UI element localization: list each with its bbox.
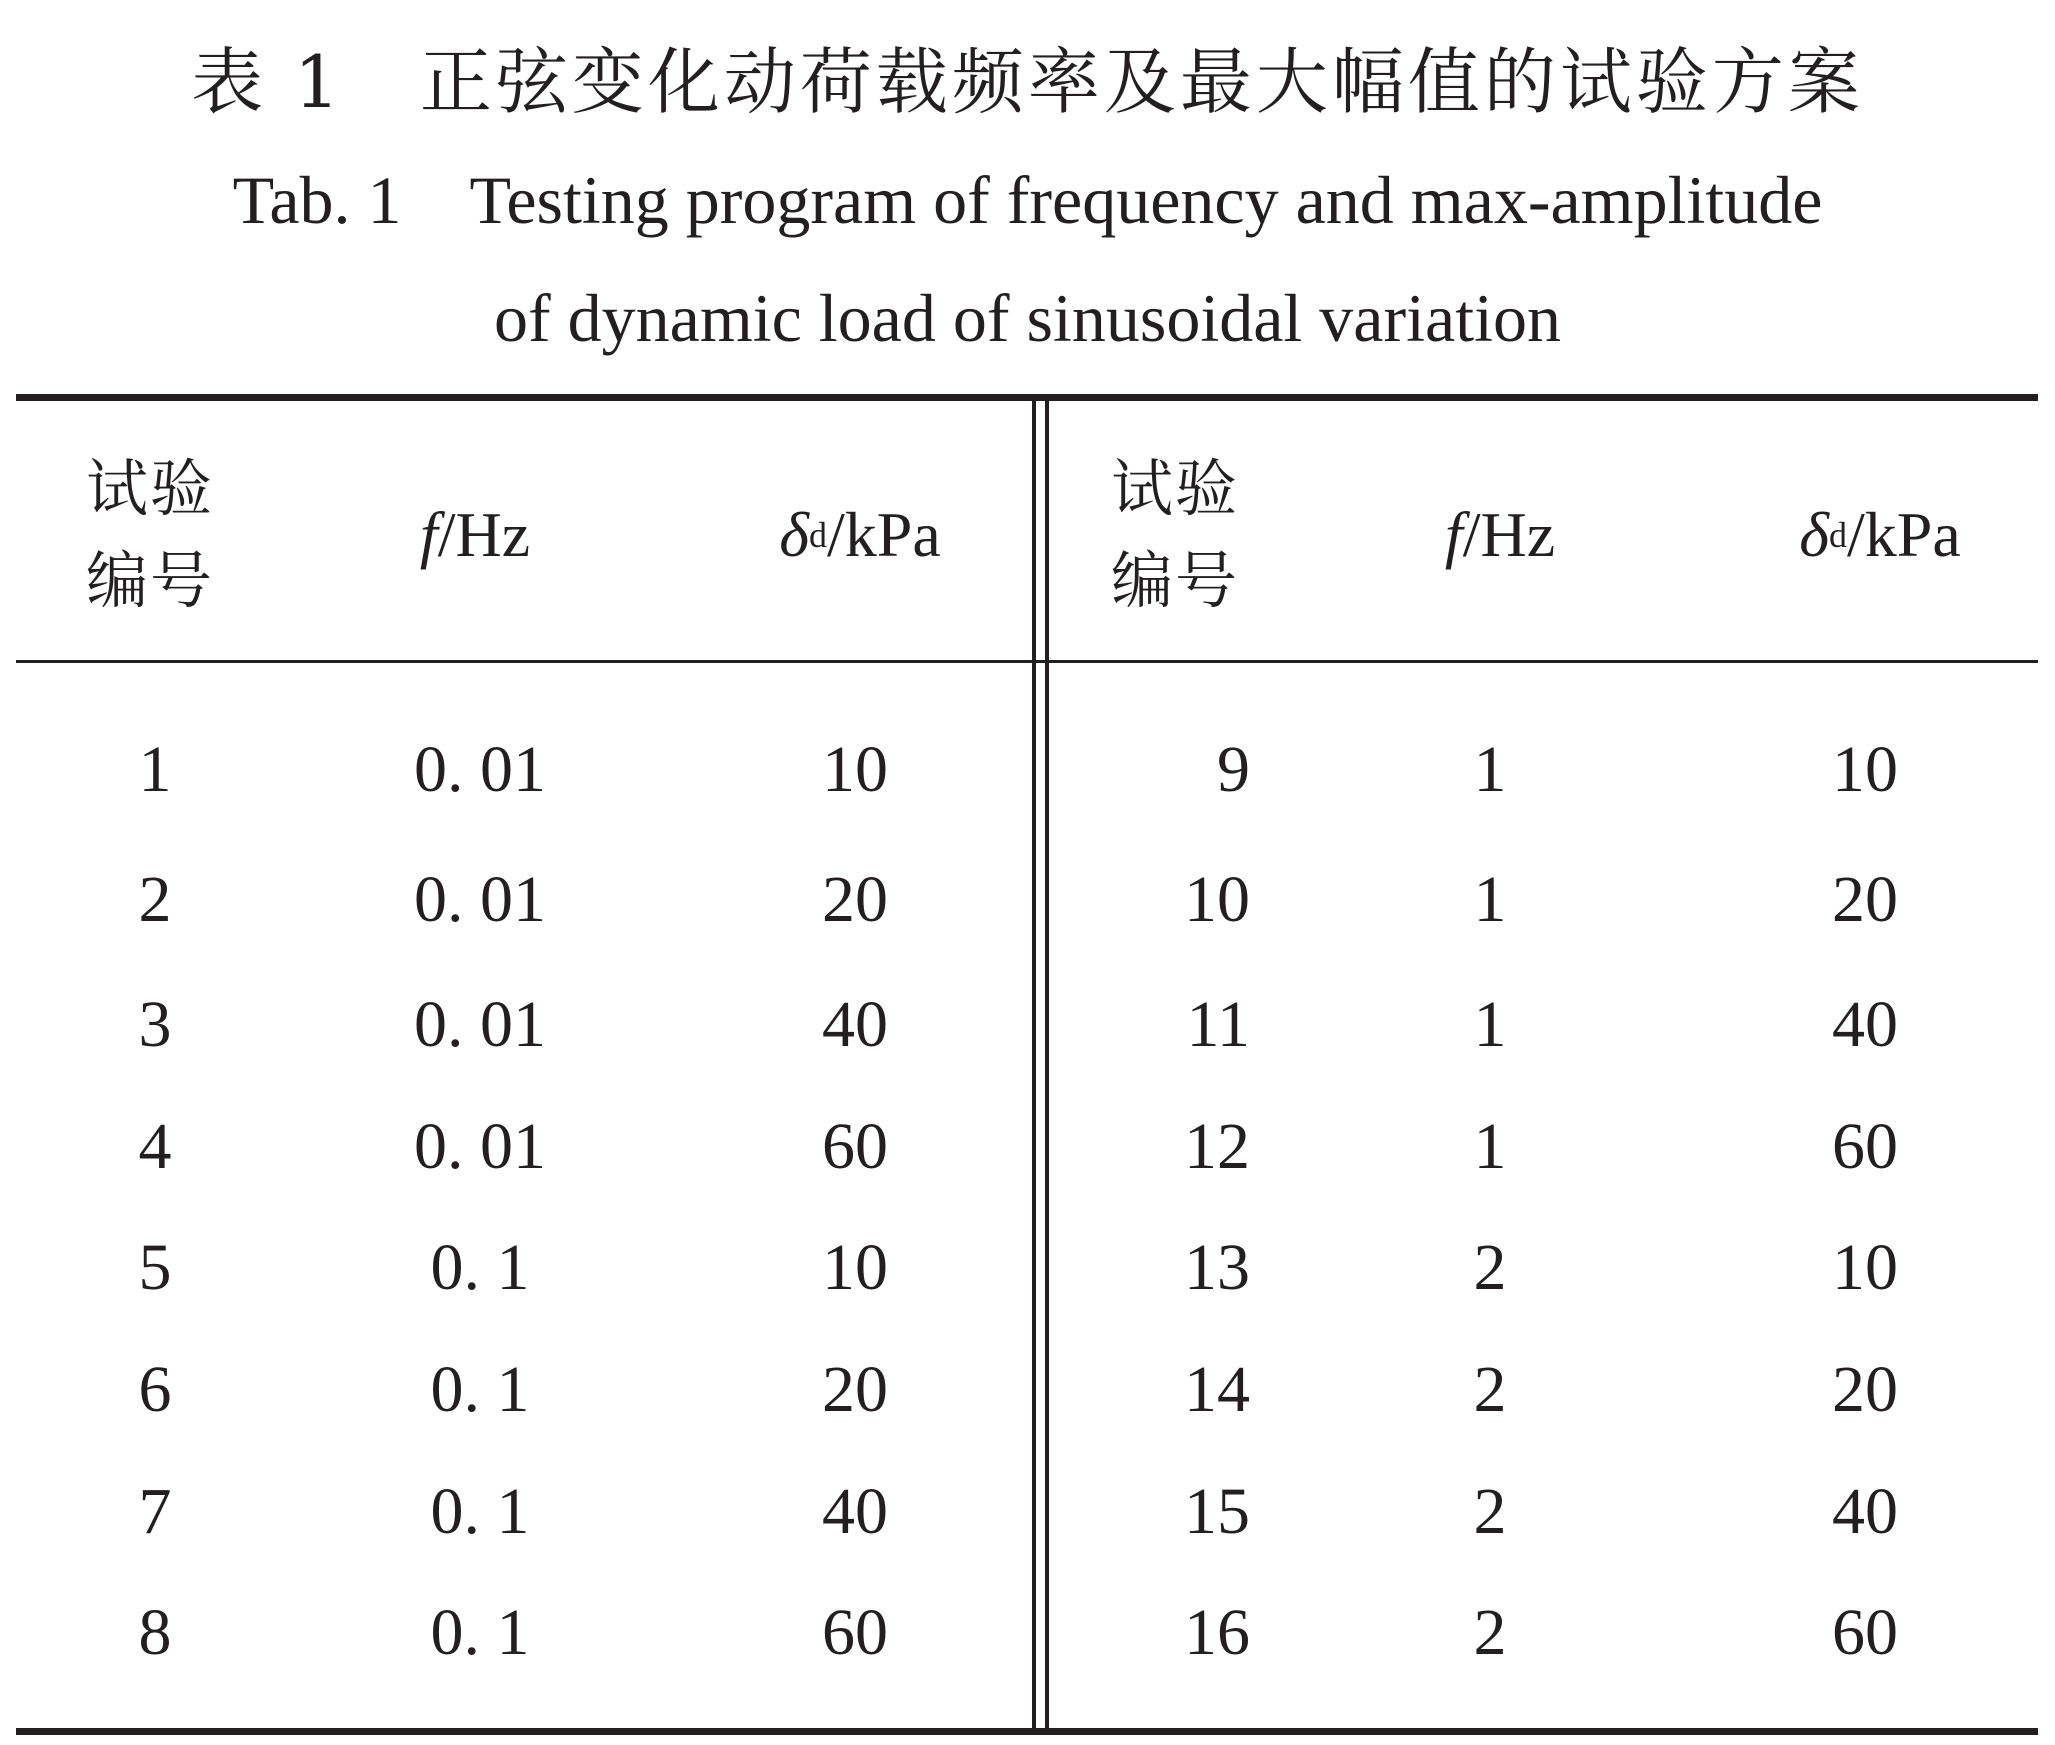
header-amplitude-subscript: d <box>808 515 827 555</box>
cell-frequency: 2 <box>1473 1596 1507 1669</box>
cell-amplitude: 20 <box>1832 863 1898 936</box>
cell-frequency: 2 <box>1473 1353 1507 1426</box>
cell-amplitude: 60 <box>822 1596 888 1669</box>
cell-frequency: 1 <box>1473 1110 1507 1183</box>
cell-frequency: 0. 01 <box>414 863 546 936</box>
cell-frequency: 0. 01 <box>414 733 546 806</box>
cell-amplitude: 10 <box>822 733 888 806</box>
table-divider-right-line <box>1045 401 1049 1728</box>
cell-test-id: 2 <box>138 863 172 936</box>
header-amplitude-symbol: δ <box>1799 499 1829 570</box>
table-caption-zh: 表 1 正弦变化动荷载频率及最大幅值的试验方案 <box>191 40 1864 124</box>
cell-frequency: 2 <box>1473 1231 1507 1304</box>
cell-amplitude: 10 <box>1832 1231 1898 1304</box>
cell-test-id: 10 <box>1184 863 1250 936</box>
table-divider-left-line <box>1032 401 1036 1728</box>
cell-test-id: 13 <box>1184 1231 1250 1304</box>
cell-amplitude: 60 <box>1832 1596 1898 1669</box>
table-header-rule <box>16 660 2038 663</box>
header-test-id-line2: 编号 <box>85 544 214 617</box>
cell-test-id: 8 <box>138 1596 172 1669</box>
header-test-id-right <box>1085 440 1265 630</box>
header-test-id-line1: 试验 <box>85 452 214 525</box>
header-frequency-unit: /Hz <box>1462 499 1556 570</box>
cell-test-id: 1 <box>138 733 172 806</box>
cell-frequency: 2 <box>1473 1475 1507 1548</box>
cell-test-id: 11 <box>1186 988 1250 1061</box>
cell-amplitude: 60 <box>1832 1110 1898 1183</box>
cell-test-id: 14 <box>1184 1353 1250 1426</box>
cell-frequency: 0. 1 <box>430 1596 530 1669</box>
header-amplitude-symbol: δ <box>779 499 809 570</box>
cell-frequency: 0. 1 <box>430 1353 530 1426</box>
cell-amplitude: 20 <box>1832 1353 1898 1426</box>
cell-test-id: 5 <box>138 1231 172 1304</box>
cell-amplitude: 40 <box>1832 1475 1898 1548</box>
header-frequency-right <box>1365 440 1635 630</box>
cell-test-id: 7 <box>138 1475 172 1548</box>
table-caption-en-line2: of dynamic load of sinusoidal variation <box>494 280 1561 356</box>
table-caption-en-line1: Tab. 1 Testing program of frequency and max-amplitude <box>232 162 1823 238</box>
cell-amplitude: 40 <box>822 1475 888 1548</box>
cell-frequency: 1 <box>1473 988 1507 1061</box>
cell-frequency: 0. 1 <box>430 1231 530 1304</box>
header-amplitude-unit: /kPa <box>1846 499 1961 570</box>
cell-test-id: 3 <box>138 988 172 1061</box>
cell-amplitude: 20 <box>822 863 888 936</box>
cell-test-id: 6 <box>138 1353 172 1426</box>
cell-amplitude: 40 <box>822 988 888 1061</box>
header-frequency-symbol: f <box>1444 499 1463 570</box>
table-top-rule <box>16 394 2038 401</box>
header-frequency-symbol: f <box>419 499 438 570</box>
table-bottom-rule <box>16 1728 2038 1735</box>
cell-amplitude: 10 <box>822 1231 888 1304</box>
header-frequency-left <box>340 440 610 630</box>
cell-amplitude: 40 <box>1832 988 1898 1061</box>
cell-amplitude: 10 <box>1832 733 1898 806</box>
header-amplitude-right <box>1720 440 2040 630</box>
cell-test-id: 15 <box>1184 1475 1250 1548</box>
cell-frequency: 1 <box>1473 733 1507 806</box>
cell-frequency: 0. 01 <box>414 1110 546 1183</box>
cell-test-id: 16 <box>1184 1596 1250 1669</box>
cell-frequency: 0. 1 <box>430 1475 530 1548</box>
header-test-id-line2: 编号 <box>1110 544 1239 617</box>
header-frequency-unit: /Hz <box>437 499 531 570</box>
cell-test-id: 9 <box>1217 733 1250 806</box>
cell-test-id: 4 <box>138 1110 172 1183</box>
header-test-id-line1: 试验 <box>1110 452 1239 525</box>
header-amplitude-left <box>700 440 1020 630</box>
header-test-id-left <box>60 440 240 630</box>
cell-test-id: 12 <box>1184 1110 1250 1183</box>
cell-frequency: 1 <box>1473 863 1507 936</box>
cell-amplitude: 60 <box>822 1110 888 1183</box>
cell-amplitude: 20 <box>822 1353 888 1426</box>
header-amplitude-subscript: d <box>1828 515 1847 555</box>
header-amplitude-unit: /kPa <box>826 499 941 570</box>
cell-frequency: 0. 01 <box>414 988 546 1061</box>
